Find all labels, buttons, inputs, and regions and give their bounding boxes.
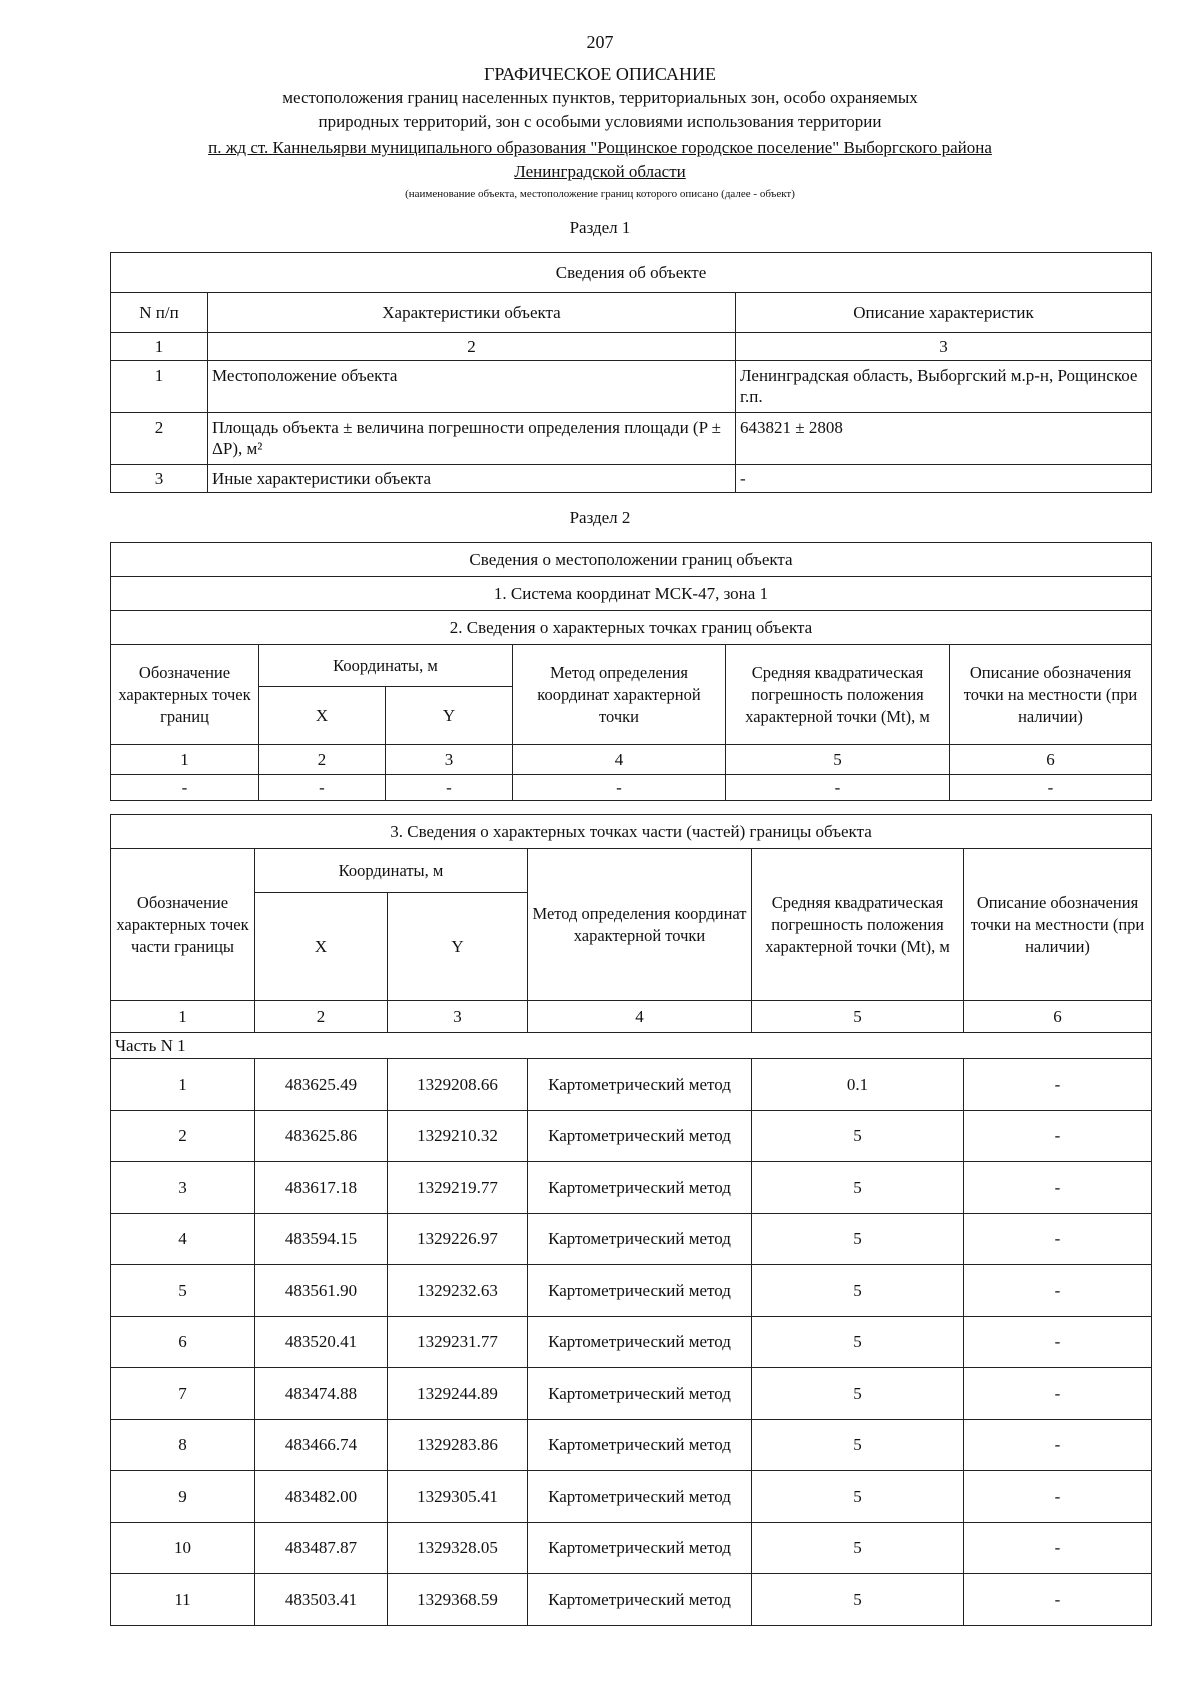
point-mt: 5 (752, 1265, 964, 1317)
row-number: 3 (111, 465, 208, 493)
header-mt: Средняя квадратическая погрешность положения характерной точки (Mt), м (752, 849, 964, 1001)
col-number: 6 (964, 1001, 1152, 1033)
cell: - (950, 775, 1152, 801)
point-description: - (964, 1059, 1152, 1111)
point-mt: 5 (752, 1162, 964, 1214)
point-y: 1329328.05 (388, 1522, 528, 1574)
point-mt: 5 (752, 1522, 964, 1574)
parts-section-title: 3. Сведения о характерных точках части (частей) границы объекта (111, 815, 1152, 849)
col-number: 1 (111, 745, 259, 775)
header-x: X (259, 687, 386, 745)
part-rows (111, 1059, 1152, 1626)
point-x: 483625.49 (255, 1059, 388, 1111)
header-designation: Обозначение характерных точек части границы (111, 849, 255, 1001)
point-x: 483503.41 (255, 1574, 388, 1626)
table-row (111, 1265, 1152, 1317)
header-x: X (255, 893, 388, 1001)
point-method: Картометрический метод (528, 1522, 752, 1574)
table-row (111, 1471, 1152, 1523)
point-description: - (964, 1368, 1152, 1420)
object-name-note: (наименование объекта, местоположение границ которого описано (далее - объект) (405, 188, 795, 200)
point-y: 1329208.66 (388, 1059, 528, 1111)
point-method: Картометрический метод (528, 1059, 752, 1111)
point-x: 483594.15 (255, 1213, 388, 1265)
header-y: Y (386, 687, 513, 745)
point-x: 483482.00 (255, 1471, 388, 1523)
table-row (111, 465, 1152, 493)
cell: - (111, 775, 259, 801)
point-description: - (964, 1574, 1152, 1626)
coordinate-system: 1. Система координат МСК-47, зона 1 (111, 577, 1152, 611)
table-row (111, 1419, 1152, 1471)
row-characteristic: Иные характеристики объекта (208, 465, 736, 493)
point-y: 1329226.97 (388, 1213, 528, 1265)
col-number: 1 (111, 333, 208, 361)
table-row (111, 1574, 1152, 1626)
header-method: Метод определения координат характерной точки (513, 645, 726, 745)
col-number: 4 (528, 1001, 752, 1033)
row-number: 2 (111, 413, 208, 465)
page-number: 207 (586, 32, 614, 52)
col-header-n: N п/п (111, 293, 208, 333)
point-x: 483466.74 (255, 1419, 388, 1471)
table-row (111, 1059, 1152, 1111)
table-row (111, 1316, 1152, 1368)
object-info-table (110, 252, 1152, 493)
header-mt: Средняя квадратическая погрешность положения характерной точки (Mt), м (726, 645, 950, 745)
table-row (111, 1110, 1152, 1162)
table-row (111, 775, 1152, 801)
cell: - (386, 775, 513, 801)
cell: - (726, 775, 950, 801)
point-x: 483625.86 (255, 1110, 388, 1162)
point-method: Картометрический метод (528, 1316, 752, 1368)
boundary-points-table (110, 542, 1152, 801)
cell: - (513, 775, 726, 801)
row-description: - (736, 465, 1152, 493)
col-number: 3 (388, 1001, 528, 1033)
point-description: - (964, 1213, 1152, 1265)
boundary-info-title: Сведения о местоположении границ объекта (111, 543, 1152, 577)
point-method: Картометрический метод (528, 1368, 752, 1420)
col-number: 4 (513, 745, 726, 775)
point-number: 8 (111, 1419, 255, 1471)
point-description: - (964, 1110, 1152, 1162)
point-y: 1329244.89 (388, 1368, 528, 1420)
point-description: - (964, 1471, 1152, 1523)
header-designation: Обозначение характерных точек границ (111, 645, 259, 745)
header-coordinates: Координаты, м (259, 645, 513, 687)
part-label: Часть N 1 (111, 1033, 1152, 1059)
point-mt: 5 (752, 1419, 964, 1471)
col-header-description: Описание характеристик (736, 293, 1152, 333)
col-number: 2 (208, 333, 736, 361)
header-point-description: Описание обозначения точки на местности (при наличии) (950, 645, 1152, 745)
point-mt: 5 (752, 1574, 964, 1626)
col-number: 5 (726, 745, 950, 775)
point-number: 10 (111, 1522, 255, 1574)
col-number: 5 (752, 1001, 964, 1033)
point-number: 2 (111, 1110, 255, 1162)
row-characteristic: Площадь объекта ± величина погрешности определения площади (P ± ΔP), м² (208, 413, 736, 465)
col-number: 2 (255, 1001, 388, 1033)
point-x: 483474.88 (255, 1368, 388, 1420)
row-characteristic: Местоположение объекта (208, 361, 736, 413)
point-method: Картометрический метод (528, 1471, 752, 1523)
row-number: 1 (111, 361, 208, 413)
point-method: Картометрический метод (528, 1574, 752, 1626)
point-mt: 5 (752, 1368, 964, 1420)
point-method: Картометрический метод (528, 1419, 752, 1471)
cell: - (259, 775, 386, 801)
point-number: 5 (111, 1265, 255, 1317)
points-section-title: 2. Сведения о характерных точках границ объекта (111, 611, 1152, 645)
point-x: 483561.90 (255, 1265, 388, 1317)
part-points-table (110, 814, 1152, 1626)
point-mt: 5 (752, 1213, 964, 1265)
col-number: 2 (259, 745, 386, 775)
point-y: 1329283.86 (388, 1419, 528, 1471)
col-number: 1 (111, 1001, 255, 1033)
col-number: 3 (386, 745, 513, 775)
point-y: 1329219.77 (388, 1162, 528, 1214)
point-description: - (964, 1419, 1152, 1471)
table-row (111, 1162, 1152, 1214)
object-name-line1: п. жд ст. Каннельярви муниципального образования "Рощинское городское поселение" Выборгского района (208, 138, 992, 157)
table-row (111, 1213, 1152, 1265)
header-coordinates: Координаты, м (255, 849, 528, 893)
point-number: 7 (111, 1368, 255, 1420)
table-row (111, 361, 1152, 413)
point-y: 1329368.59 (388, 1574, 528, 1626)
point-number: 6 (111, 1316, 255, 1368)
point-y: 1329210.32 (388, 1110, 528, 1162)
point-number: 9 (111, 1471, 255, 1523)
point-number: 4 (111, 1213, 255, 1265)
header-method: Метод определения координат характерной точки (528, 849, 752, 1001)
point-description: - (964, 1162, 1152, 1214)
point-number: 3 (111, 1162, 255, 1214)
point-mt: 5 (752, 1110, 964, 1162)
point-x: 483520.41 (255, 1316, 388, 1368)
col-number: 6 (950, 745, 1152, 775)
point-number: 11 (111, 1574, 255, 1626)
section1-heading: Раздел 1 (569, 218, 631, 237)
point-mt: 5 (752, 1316, 964, 1368)
point-y: 1329232.63 (388, 1265, 528, 1317)
point-description: - (964, 1265, 1152, 1317)
point-y: 1329305.41 (388, 1471, 528, 1523)
point-method: Картометрический метод (528, 1265, 752, 1317)
table-row (111, 1368, 1152, 1420)
point-description: - (964, 1316, 1152, 1368)
point-y: 1329231.77 (388, 1316, 528, 1368)
point-x: 483487.87 (255, 1522, 388, 1574)
row-description: 643821 ± 2808 (736, 413, 1152, 465)
header-y: Y (388, 893, 528, 1001)
point-mt: 5 (752, 1471, 964, 1523)
section2-heading: Раздел 2 (569, 508, 631, 527)
point-method: Картометрический метод (528, 1162, 752, 1214)
table-row (111, 413, 1152, 465)
point-method: Картометрический метод (528, 1110, 752, 1162)
document-subtitle-line1: местоположения границ населенных пунктов, территориальных зон, особо охраняемых (282, 88, 918, 107)
table-row (111, 1522, 1152, 1574)
col-number: 3 (736, 333, 1152, 361)
header-point-description: Описание обозначения точки на местности (при наличии) (964, 849, 1152, 1001)
point-x: 483617.18 (255, 1162, 388, 1214)
point-description: - (964, 1522, 1152, 1574)
point-method: Картометрический метод (528, 1213, 752, 1265)
row-description: Ленинградская область, Выборгский м.р-н, Рощинское г.п. (736, 361, 1152, 413)
document-subtitle-line2: природных территорий, зон с особыми условиями использования территории (318, 112, 882, 131)
point-number: 1 (111, 1059, 255, 1111)
object-name-line2: Ленинградской области (514, 162, 686, 181)
object-info-title: Сведения об объекте (111, 253, 1152, 293)
point-mt: 0.1 (752, 1059, 964, 1111)
col-header-characteristic: Характеристики объекта (208, 293, 736, 333)
document-title: ГРАФИЧЕСКОЕ ОПИСАНИЕ (483, 64, 717, 84)
